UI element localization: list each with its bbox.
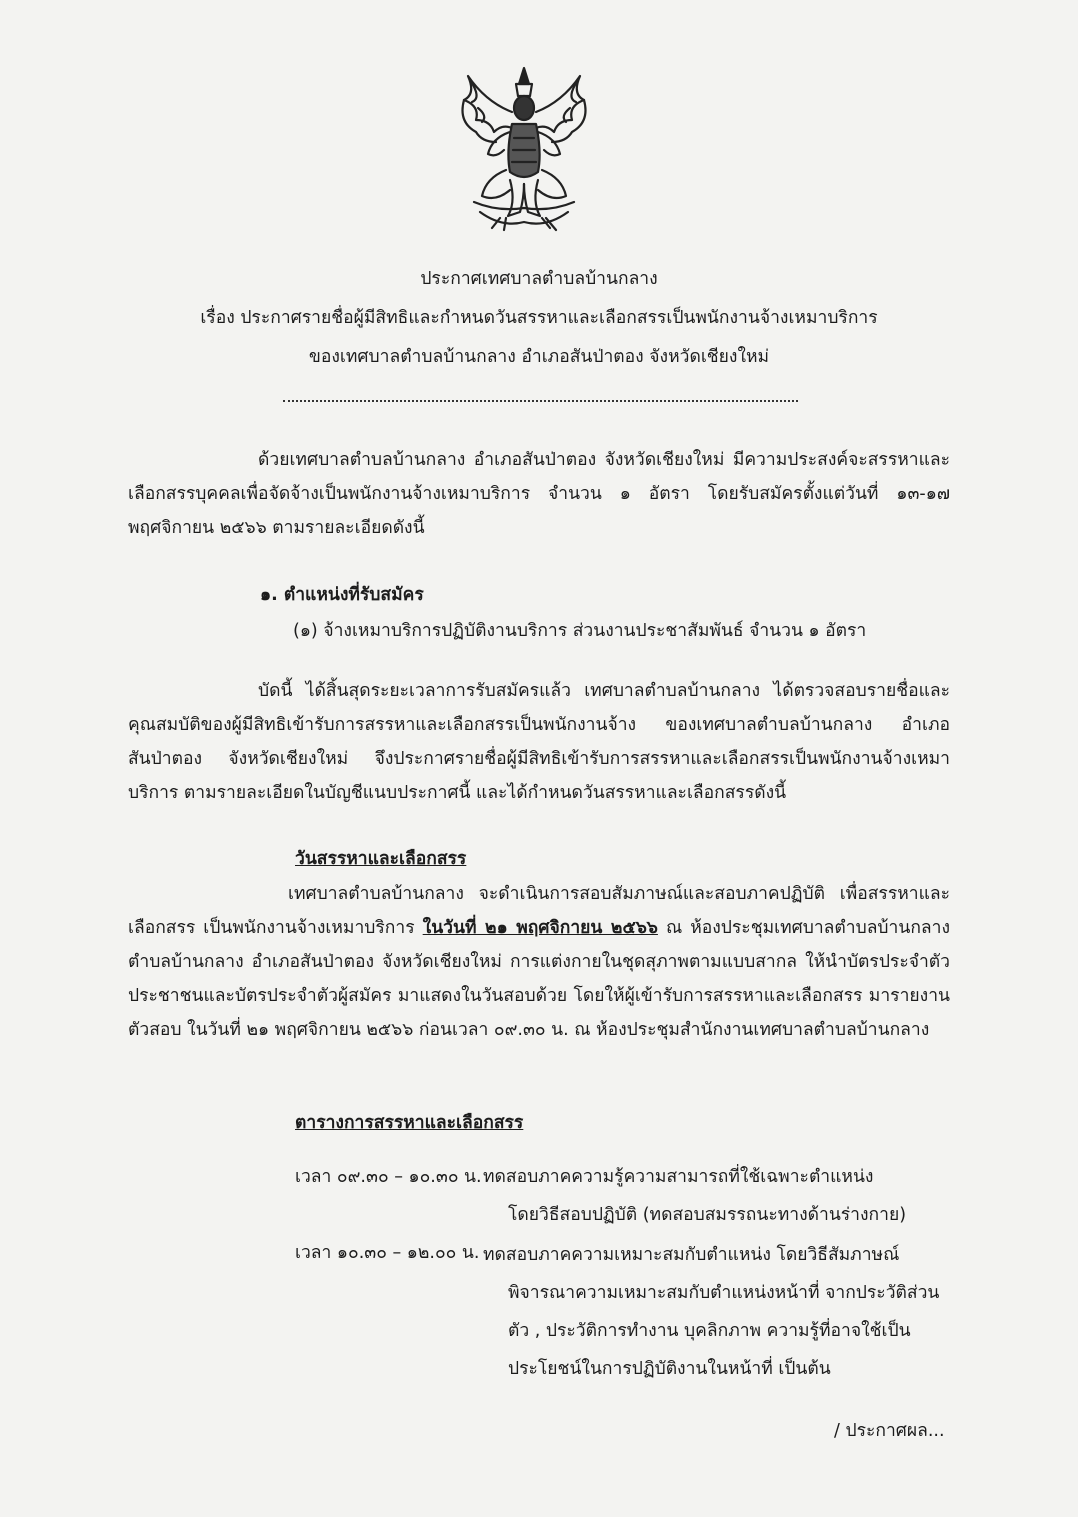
intro-paragraph: ด้วยเทศบาลตำบลบ้านกลาง อำเภอสันป่าตอง จังหวัดเชียงใหม่ มีความประสงค์จะสรรหาและเลือกสรรบุคคลเพื่อจัดจ้างเป็นพนักงานจ้างเหมาบริการ จำนวน ๑ อัตรา โดยรับสมัครตั้งแต่วันที่ ๑๓-๑๗ พฤศจิกายน ๒๕๖๖ ตามรายละเอียดดังนี้ (128, 450, 950, 538)
schedule-desc-2-line1: ทดสอบภาคความเหมาะสมกับตำแหน่ง โดยวิธีสัมภาษณ์ (483, 1245, 900, 1265)
selection-day-text-before: เทศบาลตำบลบ้านกลาง จะดำเนินการสอบสัมภาษณ์และสอบภาคปฏิบัติ เพื่อสรรหาและเลือกสรร เป็นพนักงานจ้างเหมาบริการ (128, 884, 950, 938)
dotted-divider (283, 392, 798, 402)
schedule-time-2: เวลา ๑๐.๓๐ – ๑๒.๐๐ น. (295, 1243, 480, 1263)
garuda-emblem-icon (446, 62, 602, 234)
section-1-heading: ๑. ตำแหน่งที่รับสมัคร (260, 585, 424, 605)
selection-day-text-after: ณ ห้องประชุมเทศบาลตำบลบ้านกลาง ตำบลบ้านกลาง อำเภอสันป่าตอง จังหวัดเชียงใหม่ การแต่งกายในชุดสุภาพตามแบบสากล ให้นำบัตรประจำตัวประชาชนและบัตรประจำตัวผู้สมัคร มาแสดงในวันสอบด้วย โดยให้ผู้เข้ารับการสรรหาและเลือกสรร มารายงานตัวสอบ ในวันที่ ๒๑ พฤศจิกายน ๒๕๖๖ ก่อนเวลา ๐๙.๓๐ น. ณ ห้องประชุมสำนักงานเทศบาลตำบลบ้านกลาง (128, 918, 951, 1040)
schedule-desc-2-rest: พิจารณาความเหมาะสมกับตำแหน่งหน้าที่ จากประวัติส่วนตัว , ประวัติการทำงาน บุคลิกภาพ ความรู้ที่อาจใช้เป็นประโยชน์ในการปฏิบัติงานในหน้าที่ เป็นต้น (508, 1283, 940, 1379)
selection-day-heading: วันสรรหาและเลือกสรร (295, 849, 467, 869)
schedule-desc-2 (483, 1236, 953, 1388)
schedule-desc-1-rest: โดยวิธีสอบปฏิบัติ (ทดสอบสมรรถนะทางด้านร่างกาย) (508, 1205, 907, 1225)
closing-notice-paragraph: บัดนี้ ได้สิ้นสุดระยะเวลาการรับสมัครแล้ว เทศบาลตำบลบ้านกลาง ได้ตรวจสอบรายชื่อและคุณสมบัติของผู้มีสิทธิเข้ารับการสรรหาและเลือกสรรเป็นพนักงานจ้าง ของเทศบาลตำบลบ้านกลาง อำเภอสันป่าตอง จังหวัดเชียงใหม่ จึงประกาศรายชื่อผู้มีสิทธิเข้ารับการสรรหาและเลือกสรรเป็นพนักงานจ้างเหมาบริการ ตามรายละเอียดในบัญชีแนบประกาศนี้ และได้กำหนดวันสรรหาและเลือกสรรดังนี้ (128, 681, 950, 803)
section-1-item: (๑) จ้างเหมาบริการปฏิบัติงานบริการ ส่วนงานประชาสัมพันธ์ จำนวน ๑ อัตรา (293, 621, 867, 641)
schedule-desc-1 (483, 1158, 953, 1234)
selection-date-emphasis: ในวันที่ ๒๑ พฤศจิกายน ๒๕๖๖ (422, 918, 658, 938)
selection-day-paragraph (128, 877, 950, 1047)
continuation-note: / ประกาศผล... (834, 1421, 945, 1441)
schedule-desc-1-line1: ทดสอบภาคความรู้ความสามารถที่ใช้เฉพาะตำแหน่ง (483, 1167, 874, 1187)
announcement-subject-line-2: ของเทศบาลตำบลบ้านกลาง อำเภอสันป่าตอง จังหวัดเชียงใหม่ (308, 347, 770, 367)
schedule-heading: ตารางการสรรหาและเลือกสรร (295, 1113, 524, 1133)
announcement-subject-line-1: เรื่อง ประกาศรายชื่อผู้มีสิทธิและกำหนดวันสรรหาและเลือกสรรเป็นพนักงานจ้างเหมาบริการ (200, 308, 878, 328)
schedule-time-1: เวลา ๐๙.๓๐ – ๑๐.๓๐ น. (295, 1167, 482, 1187)
announcement-title: ประกาศเทศบาลตำบลบ้านกลาง (420, 269, 658, 289)
